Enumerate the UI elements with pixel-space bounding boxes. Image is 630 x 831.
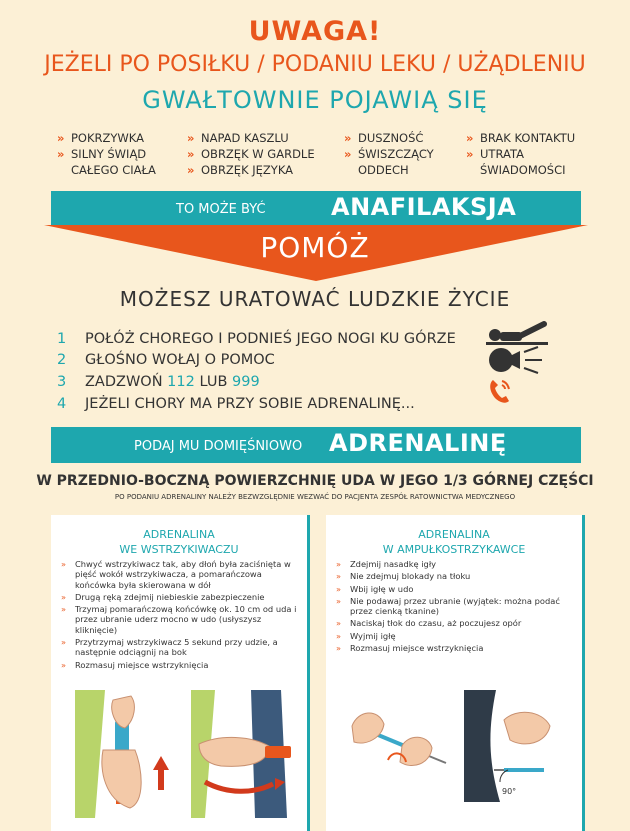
symptom-column-4 bbox=[466, 130, 575, 178]
remove-cap-illustration bbox=[75, 690, 183, 818]
symptom-column-1 bbox=[57, 130, 156, 178]
panel-title bbox=[51, 527, 307, 557]
list-item: » Rozmasuj miejsce wstrzyknięcia bbox=[61, 660, 299, 670]
panel-title-line: W AMPUŁKOSTRZYKAWCE bbox=[382, 543, 526, 556]
warning-title: UWAGA! bbox=[248, 16, 382, 47]
ampoule-syringe-panel bbox=[326, 515, 585, 831]
step-1 bbox=[57, 331, 456, 347]
phone-icon bbox=[487, 377, 513, 405]
autoinjector-panel bbox=[51, 515, 310, 831]
ambulance-note: PO PODANIU ADRENALINY NALEŻY BEZWZGLĘDNIE WEZWAĆ DO PACJENTA ZESPÓŁ RATOWNICTWA MEDYCZNEGO bbox=[114, 493, 516, 501]
step-number: 1 bbox=[57, 331, 67, 347]
step-text: LUB bbox=[194, 374, 232, 390]
lying-person-icon bbox=[486, 320, 548, 346]
instruction-list bbox=[336, 559, 574, 655]
symptom-item: CAŁEGO CIAŁA bbox=[71, 163, 156, 177]
save-life-line: MOŻESZ URATOWAĆ LUDZKIE ŻYCIE bbox=[119, 287, 511, 311]
symptom-item: » UTRATA bbox=[466, 146, 575, 162]
angle-label: 90° bbox=[502, 787, 517, 796]
banner-big-text: ADRENALINĘ bbox=[329, 429, 507, 457]
panel-title-line: ADRENALINA bbox=[418, 528, 490, 541]
symptom-item: » NAPAD KASZLU bbox=[187, 130, 315, 146]
symptom-item: » DUSZNOŚĆ bbox=[344, 130, 434, 146]
step-text: POŁÓŻ CHOREGO I PODNIEŚ JEGO NOGI KU GÓRZE bbox=[85, 331, 456, 347]
inject-at-angle-illustration bbox=[464, 690, 556, 802]
list-item: » Naciskaj tłok do czasu, aż poczujesz opór bbox=[336, 618, 574, 628]
emergency-number-999: 999 bbox=[232, 374, 260, 390]
symptom-item: » OBRZĘK W GARDLE bbox=[187, 146, 315, 162]
symptom-item: » SILNY ŚWIĄD bbox=[57, 146, 156, 162]
step-3 bbox=[57, 374, 260, 390]
symptom-item: » BRAK KONTAKTU bbox=[466, 130, 575, 146]
panel-title bbox=[326, 527, 582, 557]
list-item: » Zdejmij nasadkę igły bbox=[336, 559, 574, 569]
banner-big-text: ANAFILAKSJA bbox=[331, 193, 517, 221]
sudden-onset-line: GWAŁTOWNIE POJAWIĄ SIĘ bbox=[142, 86, 488, 114]
list-item: » Wyjmij igłę bbox=[336, 631, 574, 641]
emergency-number-112: 112 bbox=[167, 374, 195, 390]
symptom-item: ŚWIADOMOŚCI bbox=[480, 163, 566, 177]
list-item: » Nie zdejmuj blokady na tłoku bbox=[336, 571, 574, 581]
instruction-list bbox=[61, 559, 299, 672]
symptom-item: » ŚWISZCZĄCY bbox=[344, 146, 434, 162]
symptom-column-3 bbox=[344, 130, 434, 178]
list-item: » Nie podawaj przez ubranie (wyjątek: można podać przez cienką tkanine) bbox=[336, 596, 574, 617]
injection-site-line: W PRZEDNIO-BOCZNĄ POWIERZCHNIĘ UDA W JEGO 1/3 GÓRNEJ CZĘŚCI bbox=[36, 473, 594, 489]
step-text: ZADZWOŃ bbox=[85, 374, 168, 390]
list-item: » Przytrzymaj wstrzykiwacz 5 sekund przy udzie, a następnie odciągnij na bok bbox=[61, 637, 299, 658]
step-number: 2 bbox=[57, 352, 67, 368]
symptom-item: » OBRZĘK JĘZYKA bbox=[187, 162, 315, 178]
adrenaline-banner bbox=[51, 427, 581, 463]
panel-title-line: WE WSTRZYKIWACZU bbox=[119, 543, 239, 556]
banner-small-text: PODAJ MU DOMIĘŚNIOWO bbox=[134, 439, 303, 454]
shouting-person-icon bbox=[488, 346, 546, 374]
step-number: 3 bbox=[57, 374, 67, 390]
list-item: » Wbij igłę w udo bbox=[336, 584, 574, 594]
symptom-column-2 bbox=[187, 130, 315, 178]
list-item: » Trzymaj pomarańczową końcówkę ok. 10 cm od uda i przez ubranie uderz mocno w udo (usłyszysz kliknięcie) bbox=[61, 604, 299, 635]
step-2 bbox=[57, 352, 275, 368]
list-item: » Chwyć wstrzykiwacz tak, aby dłoń była zaciśnięta w pięść wokół wstrzykiwacza, a pomarańczowa końcówka była skierowana w dół bbox=[61, 559, 299, 590]
list-item: » Drugą ręką zdejmij niebieskie zabezpieczenie bbox=[61, 592, 299, 602]
step-text: JEŻELI CHORY MA PRZY SOBIE ADRENALINĘ... bbox=[85, 396, 415, 412]
symptom-item: ODDECH bbox=[358, 163, 409, 177]
step-text: GŁOŚNO WOŁAJ O POMOC bbox=[85, 352, 275, 368]
list-item: » Rozmasuj miejsce wstrzyknięcia bbox=[336, 643, 574, 653]
trigger-line: JEŻELI PO POSIŁKU / PODANIU LEKU / UŻĄDLENIU bbox=[44, 52, 586, 77]
inject-thigh-illustration bbox=[191, 690, 303, 818]
step-number: 4 bbox=[57, 396, 67, 412]
help-label: POMÓŻ bbox=[260, 231, 370, 264]
banner-small-text: TO MOŻE BYĆ bbox=[176, 202, 266, 217]
uncap-syringe-illustration bbox=[348, 690, 454, 802]
panel-title-line: ADRENALINA bbox=[143, 528, 215, 541]
anaphylaxis-banner bbox=[51, 191, 581, 225]
symptom-item: » POKRZYWKA bbox=[57, 130, 156, 146]
step-4 bbox=[57, 396, 415, 412]
